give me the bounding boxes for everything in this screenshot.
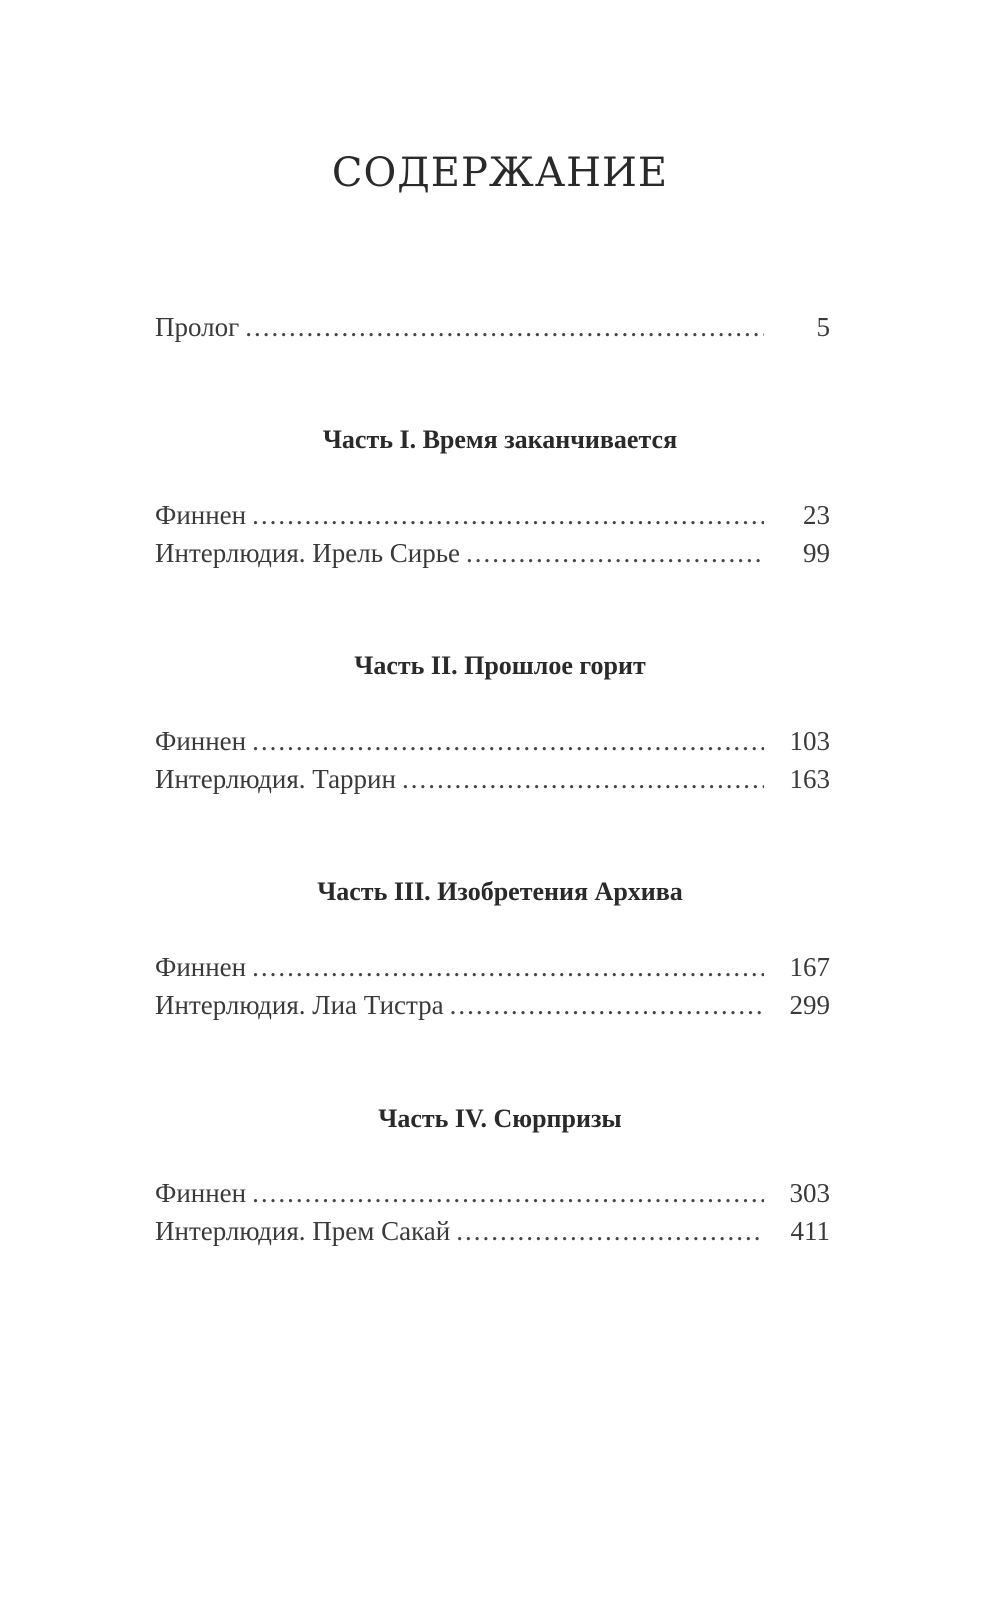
entry-label: Интерлюдия. Ирель Сирье — [155, 538, 461, 568]
toc-entry — [155, 726, 830, 762]
leader-dots — [450, 990, 764, 1021]
leader-dots — [245, 312, 764, 343]
entry-label: Финнен — [155, 726, 247, 756]
entry-page: 99 — [803, 538, 830, 568]
leader-dots — [252, 726, 764, 757]
entry-label: Интерлюдия. Прем Сакай — [155, 1216, 451, 1246]
toc-entry — [155, 1216, 830, 1252]
entry-label: Финнен — [155, 1178, 247, 1208]
leader-dots — [402, 764, 764, 795]
part-heading-1: Часть I. Время заканчивается — [322, 425, 678, 454]
entry-page: 103 — [789, 726, 830, 756]
entry-page: 411 — [790, 1216, 830, 1246]
leader-dots — [466, 538, 764, 569]
entry-label: Интерлюдия. Таррин — [155, 764, 396, 794]
entry-page: 163 — [789, 764, 830, 794]
part-heading-2: Часть II. Прошлое горит — [354, 651, 646, 680]
entry-label: Финнен — [155, 952, 247, 982]
page-title: СОДЕРЖАНИЕ — [331, 150, 669, 196]
toc-entry — [155, 500, 830, 536]
leader-dots — [456, 1216, 764, 1247]
toc-entry — [155, 990, 830, 1026]
entry-label: Интерлюдия. Лиа Тистра — [155, 990, 444, 1020]
entry-page: 299 — [789, 990, 830, 1020]
toc-entry — [155, 1178, 830, 1214]
part-heading-4: Часть IV. Сюрпризы — [378, 1104, 622, 1133]
entry-page: 23 — [803, 500, 830, 530]
toc-entry-prologue — [155, 312, 830, 348]
entry-page: 5 — [816, 312, 830, 342]
toc-entry — [155, 952, 830, 988]
entry-page: 303 — [789, 1178, 830, 1208]
part-heading-3: Часть III. Изобретения Архива — [317, 877, 683, 906]
entry-page: 167 — [789, 952, 830, 982]
leader-dots — [252, 952, 764, 983]
toc-entry — [155, 764, 830, 800]
entry-label: Пролог — [155, 312, 240, 342]
leader-dots — [252, 500, 764, 531]
leader-dots — [252, 1178, 764, 1209]
entry-label: Финнен — [155, 500, 247, 530]
toc-entry — [155, 538, 830, 574]
